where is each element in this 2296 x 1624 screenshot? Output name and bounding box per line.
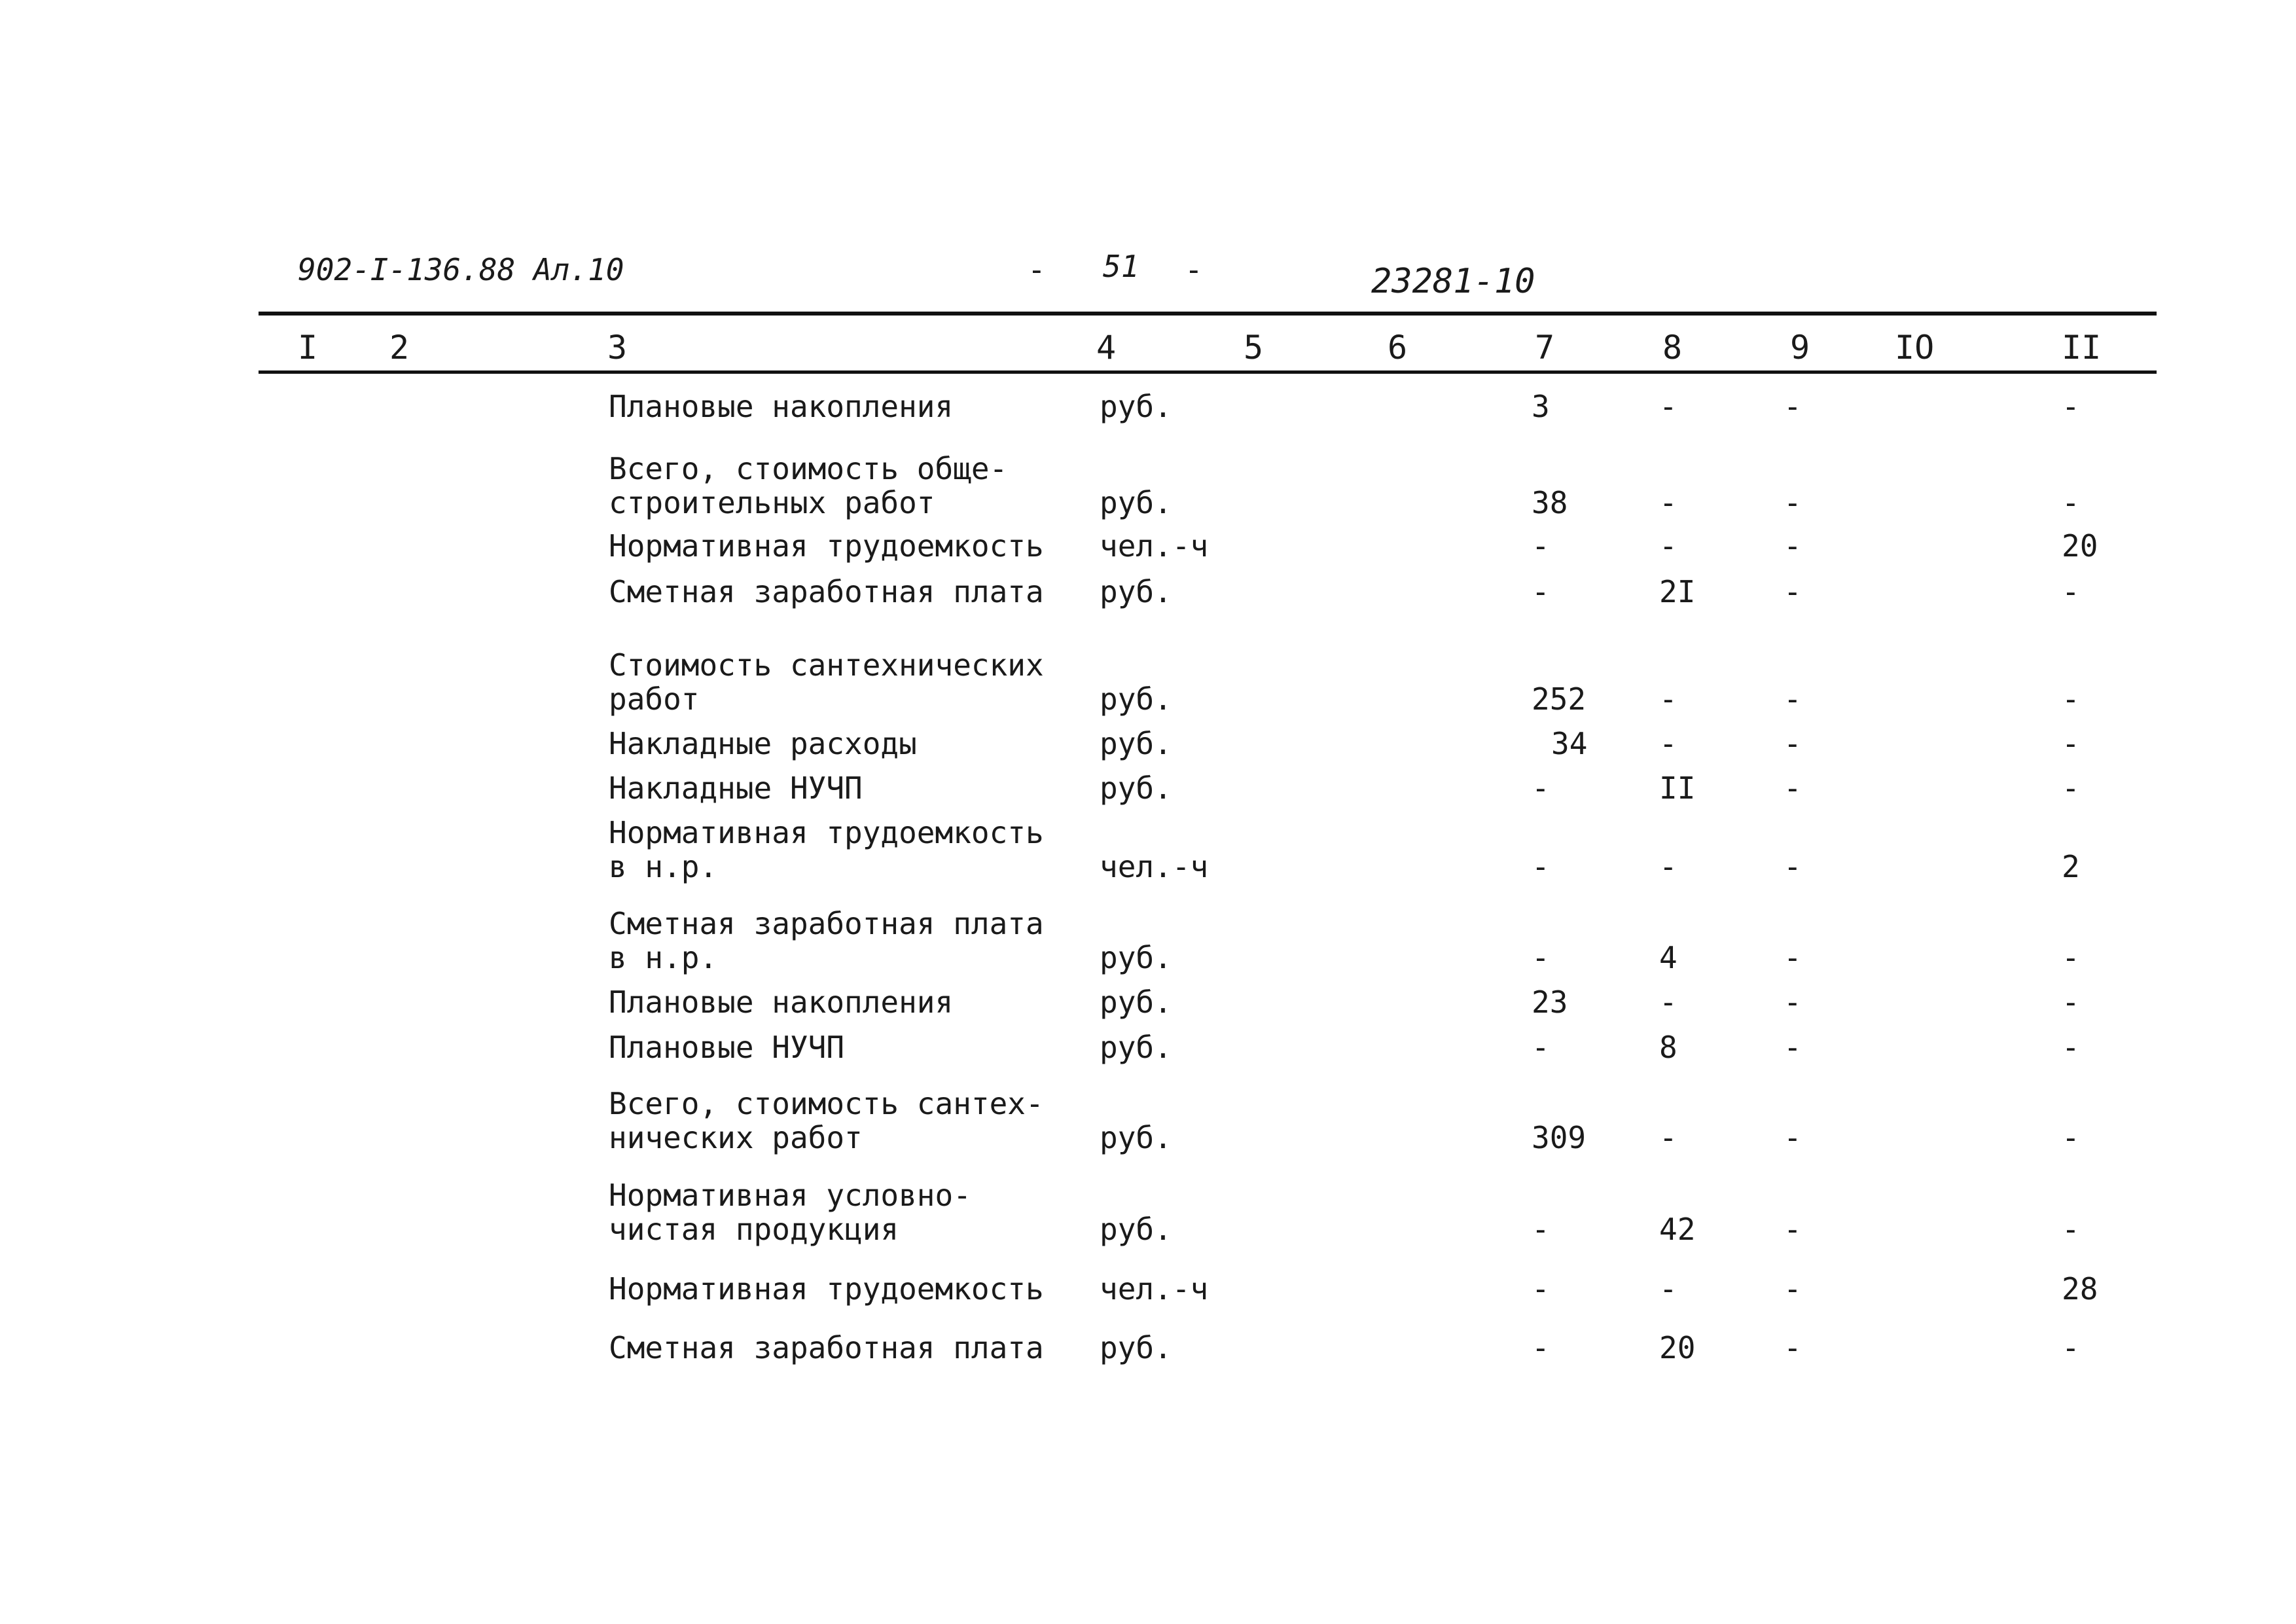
cell-col9: - [1784,770,1802,806]
item-unit: руб. [1100,1212,1172,1247]
item-unit: руб. [1100,984,1172,1020]
cell-col7: 252 [1532,681,1587,717]
cell-col11: - [2062,984,2080,1020]
item-unit: чел.-ч [1100,1271,1209,1307]
cell-col9: - [1784,849,1802,884]
item-name: Нормативная трудоемкость [609,1271,1044,1307]
cell-col7: - [1532,1330,1550,1365]
item-name: Всего, стоимость сантех- нических работ [609,1086,1044,1155]
dash-left: - [1028,252,1046,287]
cell-col11: 28 [2062,1271,2098,1307]
page-number: 51 [1103,249,1139,284]
cell-col7: - [1532,1212,1550,1247]
cell-col8: II [1659,770,1696,806]
item-name: Всего, стоимость обще- строительных работ [609,451,1008,520]
cell-col9: - [1784,1212,1802,1247]
cell-col8: 4 [1659,940,1677,975]
item-unit: руб. [1100,389,1172,424]
cell-col7: - [1532,940,1550,975]
item-name: Плановые НУЧП [609,1030,845,1065]
cell-col11: - [2062,681,2080,717]
item-name: Плановые накопления [609,389,954,424]
item-unit: чел.-ч [1100,528,1209,564]
column-number: 7 [1535,329,1555,367]
item-name: Нормативная условно- чистая продукция [609,1178,971,1247]
cell-col7: 309 [1532,1120,1587,1155]
item-unit: руб. [1100,1030,1172,1065]
cell-col11: 20 [2062,528,2098,564]
table-header-rule [259,370,2157,374]
cell-col8: - [1659,984,1677,1020]
cell-col7: - [1532,528,1550,564]
column-number: 9 [1790,329,1810,367]
item-name: Нормативная трудоемкость в н.р. [609,815,1044,884]
cell-col11: - [2062,1030,2080,1065]
item-unit: руб. [1100,681,1172,717]
cell-col9: - [1784,528,1802,564]
cell-col8: - [1659,681,1677,717]
column-number: 5 [1244,329,1264,367]
item-name: Сметная заработная плата [609,1330,1044,1365]
item-unit: руб. [1100,1330,1172,1365]
cell-col7: 38 [1532,485,1568,520]
table-row [0,770,2296,806]
cell-col11: - [2062,770,2080,806]
item-name: Накладные НУЧП [609,770,863,806]
cell-col8: - [1659,389,1677,424]
cell-col11: - [2062,940,2080,975]
cell-col7: - [1532,574,1550,609]
cell-col9: - [1784,726,1802,761]
table-row [0,984,2296,1020]
cell-col8: 20 [1659,1330,1696,1365]
item-name: Плановые накопления [609,984,954,1020]
item-unit: руб. [1100,770,1172,806]
cell-col8: 2I [1659,574,1696,609]
cell-col9: - [1784,1271,1802,1307]
item-unit: руб. [1100,574,1172,609]
column-number: 4 [1096,329,1117,367]
table-row [0,1030,2296,1065]
table-top-rule [259,312,2157,316]
item-name: Накладные расходы [609,726,917,761]
cell-col7: 3 [1532,389,1550,424]
column-number: 2 [389,329,410,367]
cell-col11: - [2062,389,2080,424]
column-number: II [2062,329,2102,367]
table-row [0,647,2296,717]
cell-col8: 42 [1659,1212,1696,1247]
item-name: Стоимость сантехнических работ [609,647,1044,717]
cell-col9: - [1784,1330,1802,1365]
cell-col9: - [1784,1120,1802,1155]
item-name: Сметная заработная плата [609,574,1044,609]
column-number: 6 [1388,329,1408,367]
table-row [0,1178,2296,1247]
cell-col7: 23 [1532,984,1568,1020]
item-name: Нормативная трудоемкость [609,528,1044,564]
cell-col8: - [1659,485,1677,520]
cell-col7: 34 [1551,726,1588,761]
cell-col7: - [1532,1030,1550,1065]
cell-col11: - [2062,1212,2080,1247]
column-number: IO [1895,329,1935,367]
document-code: 902-I-136.88 Ал.10 [298,252,624,287]
cell-col9: - [1784,574,1802,609]
cell-col11: 2 [2062,849,2080,884]
cell-col9: - [1784,681,1802,717]
cell-col8: - [1659,1120,1677,1155]
cell-col8: - [1659,726,1677,761]
cell-col11: - [2062,574,2080,609]
item-unit: руб. [1100,726,1172,761]
item-unit: чел.-ч [1100,849,1209,884]
cell-col8: - [1659,849,1677,884]
cell-col7: - [1532,1271,1550,1307]
cell-col9: - [1784,389,1802,424]
item-unit: руб. [1100,1120,1172,1155]
cell-col11: - [2062,485,2080,520]
cell-col7: - [1532,770,1550,806]
registration-number: 23281-10 [1371,262,1535,301]
item-unit: руб. [1100,940,1172,975]
column-number: 3 [607,329,628,367]
item-name: Сметная заработная плата в н.р. [609,906,1044,975]
table-row [0,528,2296,564]
cell-col8: 8 [1659,1030,1677,1065]
cell-col8: - [1659,528,1677,564]
column-number: I [298,329,318,367]
cell-col9: - [1784,1030,1802,1065]
cell-col9: - [1784,984,1802,1020]
cell-col11: - [2062,1330,2080,1365]
column-number: 8 [1662,329,1683,367]
cell-col8: - [1659,1271,1677,1307]
cell-col11: - [2062,726,2080,761]
item-unit: руб. [1100,485,1172,520]
table-row [0,389,2296,424]
cell-col11: - [2062,1120,2080,1155]
dash-right: - [1185,252,1203,287]
cell-col9: - [1784,940,1802,975]
cell-col7: - [1532,849,1550,884]
cell-col9: - [1784,485,1802,520]
